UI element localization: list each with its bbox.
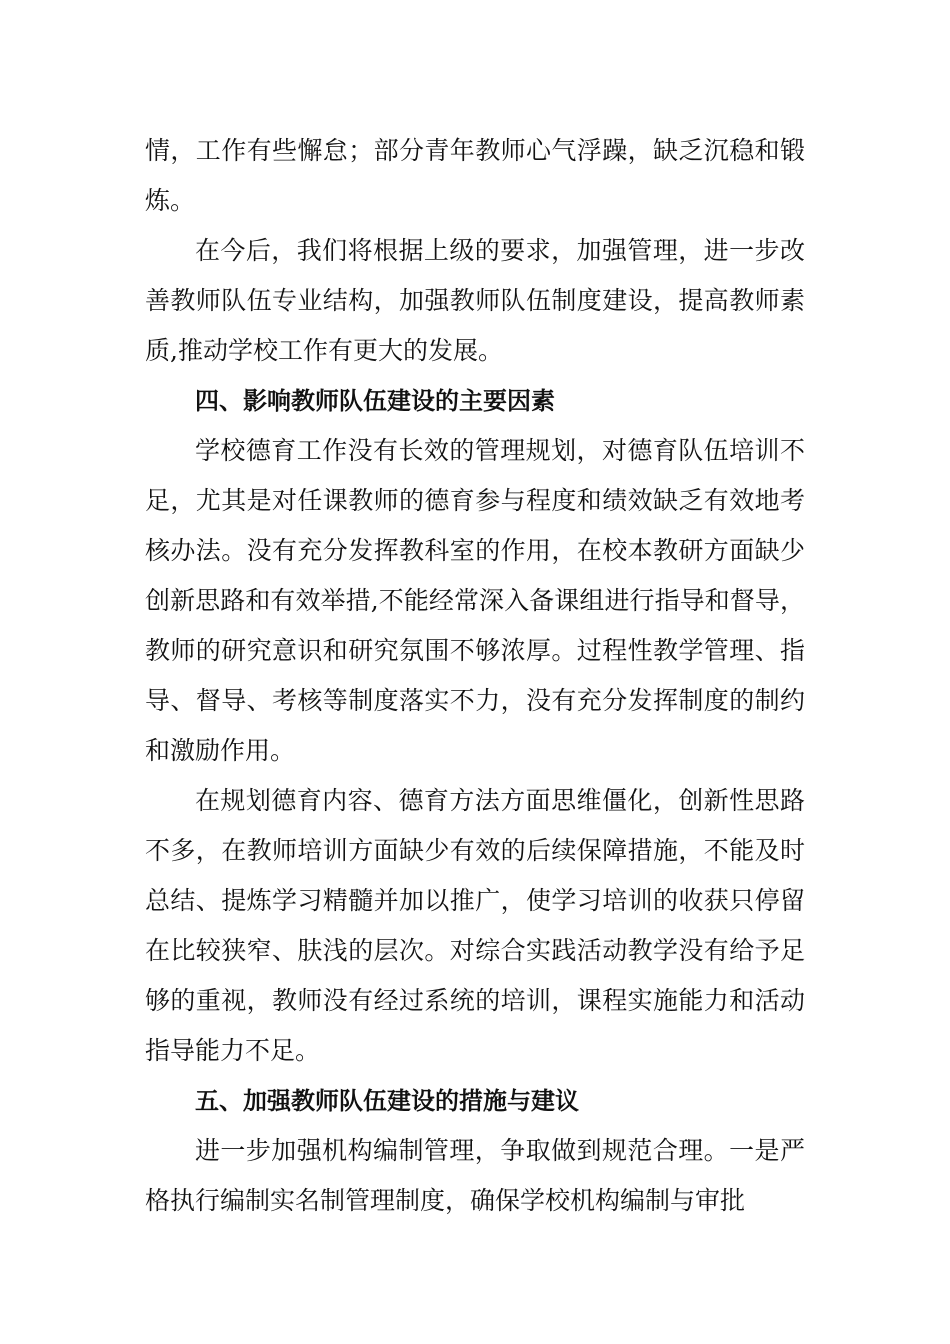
section-heading-4: 四、影响教师队伍建设的主要因素 xyxy=(195,387,555,415)
paragraph-training-issues: 在规划德育内容、德育方法方面思维僵化，创新性思路不多，在教师培训方面缺少有效的后续保障措施，不能及时总结、提炼学习精髓并加以推广，使学习培训的收获只停留在比较狭窄、肤浅的层次。对综合实践活动教学没有给予足够的重视，教师没有经过系统的培训，课程实施能力和活动指导能力不足。 xyxy=(145,786,805,1065)
paragraph-moral-education-issues: 学校德育工作没有长效的管理规划，对德育队伍培训不足，尤其是对任课教师的德育参与程度和绩效缺乏有效地考核办法。没有充分发挥教科室的作用，在校本教研方面缺少创新思路和有效举措,不能经常深入备课组进行指导和督导，教师的研究意识和研究氛围不够浓厚。过程性教学管理、指导、督导、考核等制度落实不力，没有充分发挥制度的制约和激励作用。 xyxy=(145,436,805,765)
document-body xyxy=(145,126,805,1226)
section-heading-5: 五、加强教师队伍建设的措施与建议 xyxy=(195,1087,579,1115)
paragraph-future-plans: 在今后，我们将根据上级的要求，加强管理，进一步改善教师队伍专业结构，加强教师队伍制度建设，提高教师素质,推动学校工作有更大的发展。 xyxy=(145,236,805,365)
paragraph-staffing-measures: 进一步加强机构编制管理，争取做到规范合理。一是严格执行编制实名制管理制度，确保学校机构编制与审批 xyxy=(145,1136,805,1215)
paragraph-continuation: 情，工作有些懈怠；部分青年教师心气浮躁，缺乏沉稳和锻炼。 xyxy=(145,136,805,215)
